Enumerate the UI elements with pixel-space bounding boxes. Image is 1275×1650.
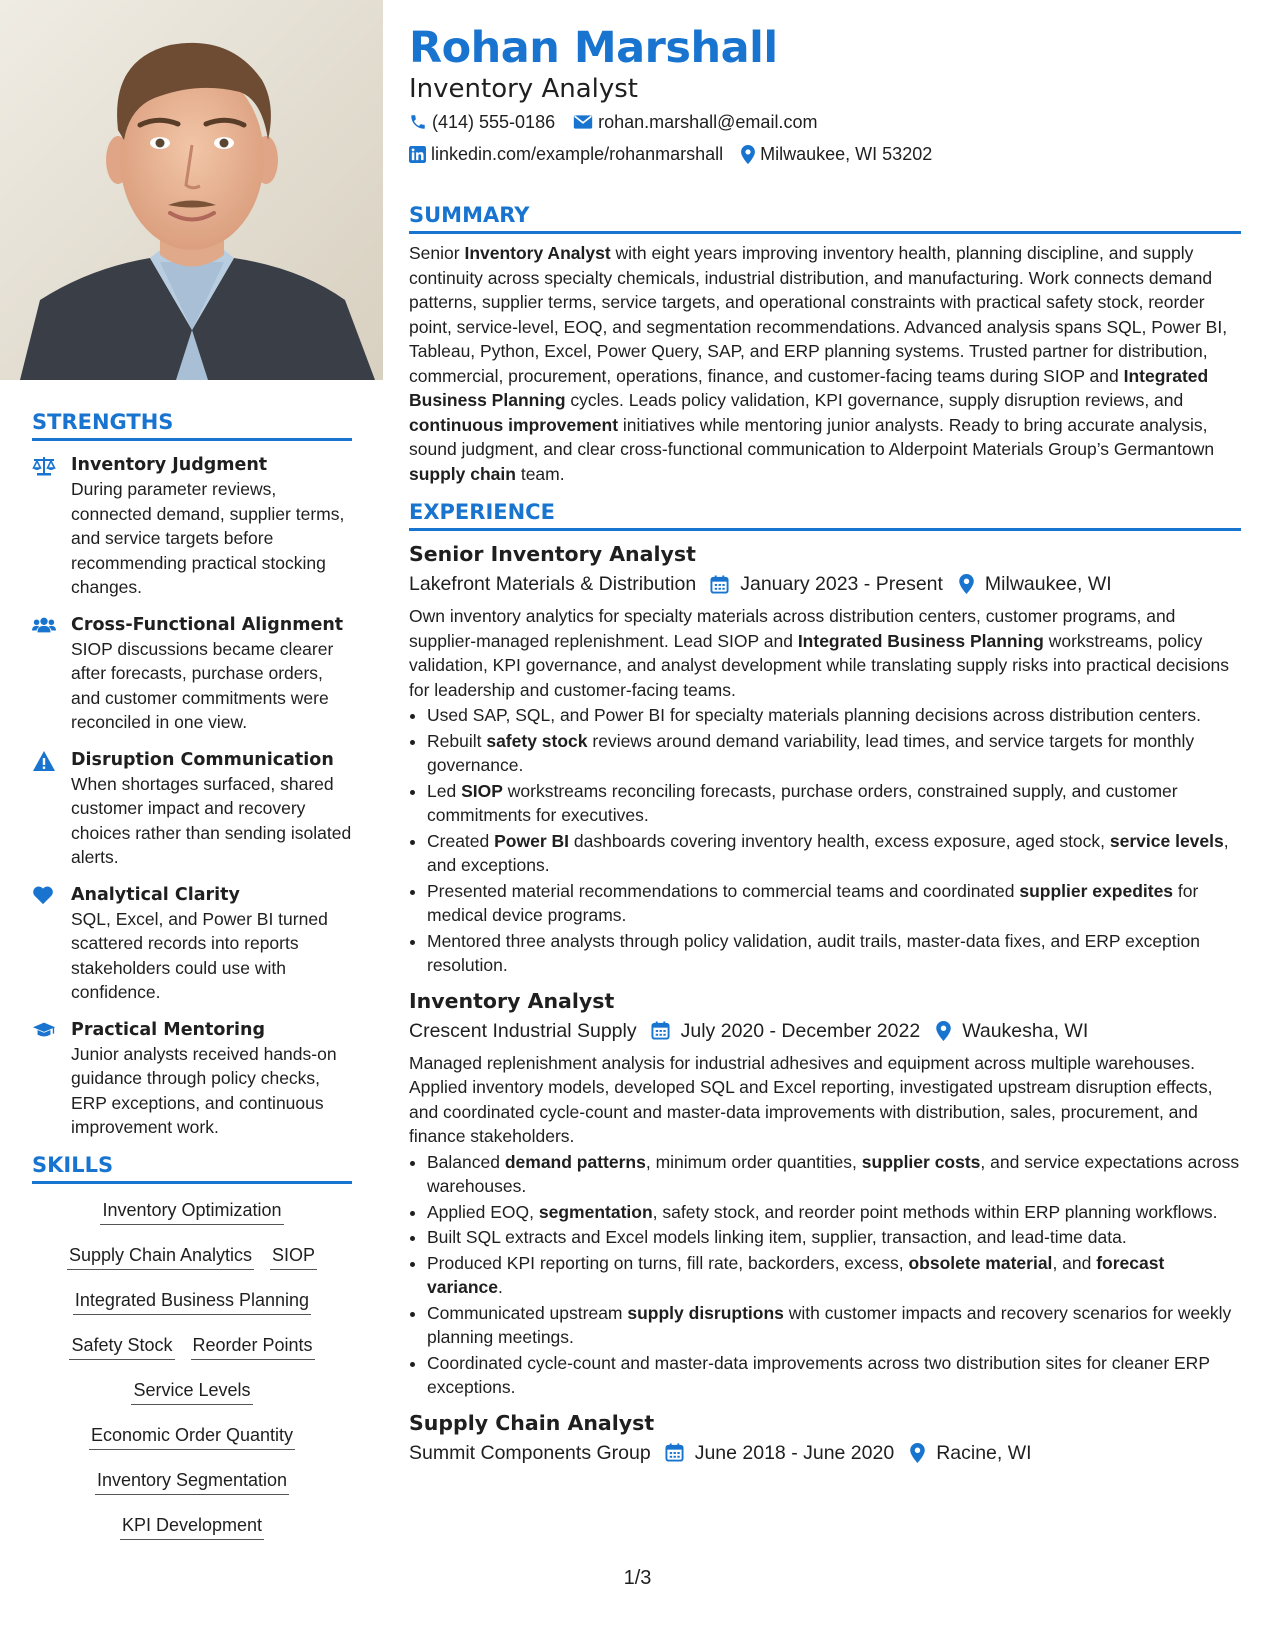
company-name: Summit Components Group [409, 1441, 651, 1464]
text-segment: workstreams reconciling forecasts, purchase orders, constrained supply, and customer commitments for executives. [427, 780, 1178, 825]
text-segment: initiatives while mentoring junior analysts. Ready to bring accurate analysis, sound judgment, and clear cross-functional communication to Alderpoint Materials Group’s Germantown [409, 414, 1215, 459]
job-entry [409, 986, 1241, 1400]
skill-row [32, 1333, 352, 1378]
job-meta [409, 569, 1241, 599]
bullet-item [427, 1251, 1241, 1300]
email-contact[interactable] [573, 106, 817, 138]
bullet-item [427, 929, 1241, 978]
text-segment: cycles. Leads policy validation, KPI governance, supply disruption reviews, and [565, 390, 1184, 410]
job-description [409, 604, 1241, 702]
skill-tag: Service Levels [131, 1378, 252, 1405]
bold-text: Power BI [494, 830, 570, 851]
bold-text: Inventory Analyst [464, 243, 611, 263]
company-name: Lakefront Materials & Distribution [409, 573, 697, 595]
text-segment: with eight years improving inventory health, planning discipline, and supply continuity across specialty chemicals, industrial distribution, and manufacturing. Work connects demand patterns, supplier terms, service targets, and operational constraints with practical safety stock, reorder point, service-level, EOQ, and segmentation recommendations. Advanced analysis spans SQL, Power BI, Tableau, Python, Excel, Power Query, SAP, and ERP planning systems. Trusted partner for distribution, commercial, procurement, operations, finance, and customer-facing teams during SIOP and [409, 243, 1228, 386]
job-location [936, 1016, 1088, 1046]
job-entry [409, 1408, 1241, 1468]
strength-item [32, 1018, 352, 1140]
job-location-text: Milwaukee, WI [984, 573, 1112, 595]
bullet-item [427, 1225, 1241, 1250]
bullet-item [427, 779, 1241, 828]
text-segment: , safety stock, and reorder point methods within ERP planning workflows. [652, 1201, 1218, 1222]
job-dates-text: July 2020 - December 2022 [680, 1019, 921, 1042]
strength-description: SQL, Excel, and Power BI turned scattered records into reports stakeholders could use with confidence. [71, 908, 328, 1002]
map-pin-icon [959, 574, 974, 594]
map-pin-icon [910, 1443, 925, 1463]
text-segment: . [498, 1277, 503, 1297]
job-dates [710, 569, 943, 599]
users-icon [32, 615, 56, 637]
text-segment: for medical device programs. [427, 880, 1199, 925]
strength-title: Disruption Communication [71, 749, 334, 770]
bullet-item [427, 1150, 1241, 1199]
text-segment: , minimum order quantities, [645, 1151, 862, 1172]
skill-row [32, 1198, 352, 1243]
bold-text: forecast variance [427, 1252, 1165, 1297]
job-dates [651, 1016, 921, 1046]
text-segment: Created [427, 830, 495, 851]
bullet-item [427, 1200, 1241, 1225]
map-pin-icon [741, 145, 755, 164]
skill-tag: Supply Chain Analytics [67, 1243, 254, 1270]
phone-contact[interactable] [409, 106, 555, 138]
bullet-item [427, 703, 1241, 728]
strength-description: When shortages surfaced, shared customer impact and recovery choices rather than sending isolated alerts. [71, 773, 352, 867]
strength-title: Analytical Clarity [71, 884, 240, 905]
bullet-item [427, 1301, 1241, 1350]
bold-text: supplier expedites [1019, 880, 1174, 901]
bullet-item [427, 729, 1241, 778]
experience-section [409, 500, 1241, 1468]
balance-scale-icon [32, 455, 56, 477]
text-segment: with customer impacts and recovery scenarios for weekly planning meetings. [427, 1302, 1232, 1347]
text-segment: Managed replenishment analysis for industrial adhesives and equipment across multiple warehouses. Applied inventory models, developed SQL and Excel reporting, investigated upstream disruption effects, and coordinated cycle-count and master-data improvements with distribution, sales, procurement, and finance stakeholders. [409, 1052, 1213, 1146]
text-segment: Rebuilt [427, 730, 487, 751]
map-pin-icon [936, 1021, 951, 1041]
graduation-cap-icon [32, 1020, 56, 1042]
text-segment: Used SAP, SQL, and Power BI for specialty materials planning decisions across distribution centers. [427, 705, 1201, 725]
bold-text: SIOP [461, 780, 503, 801]
linkedin-contact[interactable] [409, 138, 723, 170]
summary-section [409, 203, 1241, 486]
skill-tag: Inventory Segmentation [95, 1468, 289, 1495]
bold-text: Integrated Business Planning [797, 630, 1044, 651]
contact-row-1 [409, 106, 1241, 138]
text-segment: , and exceptions. [427, 830, 1229, 875]
job-entry [409, 539, 1241, 978]
skill-row [32, 1423, 352, 1468]
email-text: rohan.marshall@email.com [598, 112, 818, 132]
job-dates [665, 1438, 895, 1468]
text-segment: Coordinated cycle-count and master-data improvements across two distribution sites for cleaner ERP exceptions. [427, 1352, 1210, 1397]
strength-item [32, 883, 352, 1005]
text-segment: Own inventory analytics for specialty materials across distribution centers, customer programs, and supplier-managed replenishment. Lead SIOP and [409, 606, 1176, 651]
text-segment: , and service expectations across warehouses. [427, 1151, 1240, 1196]
text-segment: Applied EOQ, [427, 1201, 539, 1222]
company-name: Crescent Industrial Supply [409, 1019, 637, 1042]
job-title: Senior Inventory Analyst [409, 542, 696, 566]
text-segment: workstreams, policy validation, KPI governance, and analyst development while translating supply risks into practical decisions for leadership and customer-facing teams. [409, 630, 1230, 700]
bold-text: demand patterns [504, 1151, 646, 1172]
strength-item [32, 613, 352, 735]
skill-tag: KPI Development [120, 1513, 264, 1540]
strength-description: Junior analysts received hands-on guidance through policy checks, ERP exceptions, and continuous improvement work. [71, 1043, 337, 1137]
text-segment: Led [427, 780, 462, 801]
strengths-list [32, 453, 352, 1140]
job-bullets [409, 1150, 1241, 1400]
job-location-text: Waukesha, WI [962, 1019, 1089, 1042]
job-description [409, 1051, 1241, 1149]
bold-text: safety stock [486, 730, 588, 751]
calendar-icon [710, 575, 729, 594]
skill-tag: Integrated Business Planning [73, 1288, 311, 1315]
heart-icon [32, 885, 56, 907]
strength-description: During parameter reviews, connected demand, supplier terms, and service targets before recommending practical stocking changes. [71, 479, 345, 597]
bold-text: segmentation [538, 1201, 653, 1222]
location-contact [741, 138, 932, 170]
job-meta [409, 1016, 1241, 1046]
location-text: Milwaukee, WI 53202 [760, 144, 933, 164]
phone-text: (414) 555-0186 [432, 112, 556, 132]
bullet-item [427, 829, 1241, 878]
skill-tag: Inventory Optimization [100, 1198, 283, 1225]
text-segment: Mentored three analysts through policy validation, audit trails, master-data fixes, and ERP exception resolution. [427, 930, 1201, 975]
skill-row [32, 1243, 352, 1288]
calendar-icon [665, 1443, 684, 1462]
bullet-item [427, 879, 1241, 928]
skill-row [32, 1288, 352, 1333]
text-segment: Produced KPI reporting on turns, fill rate, backorders, excess, [427, 1252, 909, 1273]
bullet-item [427, 1351, 1241, 1400]
job-title-header: Inventory Analyst [409, 74, 638, 104]
experience-heading: EXPERIENCE [409, 500, 1241, 531]
job-location [910, 1438, 1031, 1468]
text-segment: reviews around demand variability, lead times, and service targets for monthly governance. [427, 730, 1195, 775]
job-location-text: Racine, WI [936, 1441, 1032, 1464]
job-location [959, 569, 1112, 599]
envelope-icon [573, 114, 593, 130]
bold-text: supply chain [409, 463, 516, 484]
contact-row-2 [409, 138, 1241, 170]
text-segment: dashboards covering inventory health, excess exposure, aged stock, [569, 830, 1110, 851]
bold-text: obsolete material [908, 1252, 1053, 1273]
summary-text [409, 241, 1241, 486]
skill-tag: SIOP [270, 1243, 317, 1270]
job-title: Supply Chain Analyst [409, 1410, 655, 1435]
skills-list [32, 1198, 352, 1558]
job-meta [409, 1438, 1241, 1468]
main-column [409, 22, 1241, 1468]
candidate-name: Rohan Marshall [409, 23, 778, 73]
skills-heading: SKILLS [32, 1153, 352, 1184]
calendar-icon [651, 1021, 670, 1040]
strengths-heading: STRENGTHS [32, 410, 352, 441]
bold-text: supplier costs [861, 1151, 981, 1172]
skill-row [32, 1378, 352, 1423]
linkedin-icon [409, 146, 426, 163]
warning-icon [32, 750, 56, 772]
bold-text: service levels [1109, 830, 1224, 851]
skill-row [32, 1513, 352, 1558]
text-segment: team. [515, 463, 565, 484]
job-dates-text: January 2023 - Present [740, 573, 943, 595]
strength-description: SIOP discussions became clearer after forecasts, purchase orders, and customer commitments were reconciled in one view. [71, 638, 334, 732]
strength-title: Inventory Judgment [71, 455, 268, 475]
text-segment: Balanced [427, 1151, 505, 1172]
strength-title: Practical Mentoring [71, 1019, 266, 1040]
phone-icon [409, 113, 427, 131]
strengths-section [32, 410, 352, 1140]
job-bullets [409, 703, 1241, 978]
jobs-list [409, 539, 1241, 1468]
skill-tag: Reorder Points [191, 1333, 315, 1360]
text-segment: Presented material recommendations to commercial teams and coordinated [427, 880, 1020, 901]
skill-tag: Safety Stock [69, 1333, 174, 1360]
bold-text: continuous improvement [409, 414, 619, 435]
strength-item [32, 748, 352, 870]
skill-row [32, 1468, 352, 1513]
sidebar [32, 410, 352, 1558]
text-segment: Senior [409, 243, 465, 263]
bold-text: Integrated Business Planning [409, 365, 1209, 410]
strength-item [32, 453, 352, 600]
job-dates-text: June 2018 - June 2020 [694, 1441, 895, 1464]
strength-title: Cross-Functional Alignment [71, 614, 344, 635]
text-segment: , and [1052, 1252, 1097, 1273]
page-number: 1/3 [623, 1567, 652, 1589]
bold-text: supply disruptions [627, 1302, 784, 1323]
linkedin-text: linkedin.com/example/rohanmarshall [431, 144, 724, 164]
skill-tag: Economic Order Quantity [89, 1423, 295, 1450]
job-title: Inventory Analyst [409, 988, 615, 1013]
text-segment: Built SQL extracts and Excel models linking item, supplier, transaction, and lead-time data. [427, 1227, 1127, 1247]
text-segment: Communicated upstream [427, 1302, 628, 1323]
summary-heading: SUMMARY [409, 203, 1241, 234]
profile-photo [0, 0, 383, 380]
skills-section [32, 1153, 352, 1558]
